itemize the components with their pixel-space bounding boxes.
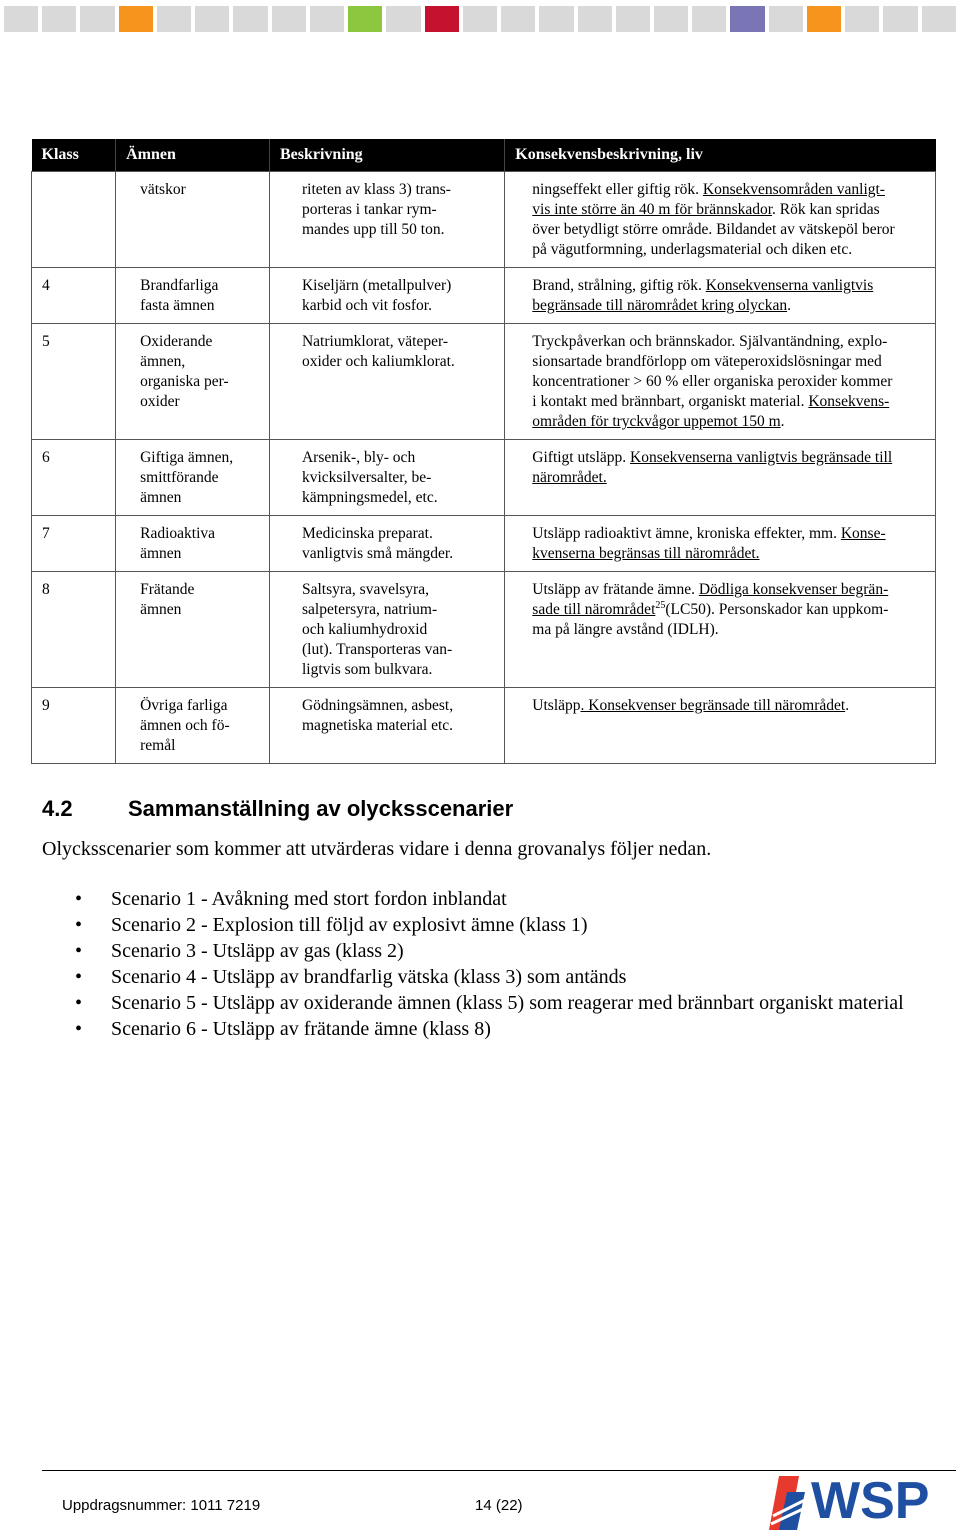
section-intro: Olycksscenarier som kommer att utvärderas vidare i denna grovanalys följer nedan. <box>42 838 712 860</box>
bullet-icon: • <box>75 914 83 936</box>
cell-line: Radioaktiva <box>140 525 216 542</box>
cell-line: mandes upp till 50 ton. <box>301 221 445 238</box>
cell-konsekvens <box>505 324 936 440</box>
text-segment: Tryckpåverkan och brännskador. Självantändning, explo- <box>532 333 888 350</box>
color-strip-square <box>922 6 956 32</box>
color-strip-square <box>348 6 382 32</box>
footnote-ref: 25 <box>655 599 666 611</box>
text-segment: Konse- <box>840 525 886 542</box>
text-segment: vis inte större än 40 m för brännskador <box>532 201 773 218</box>
text-segment: . Konsekvenser begränsade till närområdet <box>580 697 846 714</box>
scenario-text: Scenario 4 - Utsläpp av brandfarlig vätska (klass 3) som antänds <box>111 966 627 988</box>
cell-beskrivning <box>269 324 504 440</box>
cell-line: ligtvis som bulkvara. <box>301 661 433 678</box>
cell-konsekvens <box>505 268 936 324</box>
scenario-list <box>42 886 904 1042</box>
footer-page-number: 14 (22) <box>475 1497 523 1514</box>
cell-line: Arsenik-, bly- och <box>301 449 416 466</box>
cell-line: vanligtvis små mängder. <box>301 545 454 562</box>
cell-konsekvens <box>505 172 936 268</box>
cell-line: Oxiderande <box>140 333 213 350</box>
cell-amnen <box>116 324 270 440</box>
header-beskrivning: Beskrivning <box>269 139 504 172</box>
cell-line: kvicksilversalter, be- <box>301 469 432 486</box>
cell-line: kämpningsmedel, etc. <box>301 489 438 506</box>
header-amnen: Ämnen <box>116 139 270 172</box>
footer-assignment-number: Uppdragsnummer: 1011 7219 <box>62 1497 261 1514</box>
cell-line: Kiseljärn (metallpulver) <box>301 277 452 294</box>
cell-klass: 4 <box>32 268 116 324</box>
cell-line: Övriga farliga <box>140 697 228 714</box>
cell-line: magnetiska material etc. <box>301 717 454 734</box>
header-konsekvens: Konsekvensbeskrivning, liv <box>505 139 936 172</box>
color-strip-square <box>463 6 497 32</box>
bullet-icon: • <box>75 940 83 962</box>
cell-line: Medicinska preparat. <box>301 525 433 542</box>
scenario-item <box>42 912 904 938</box>
color-strip-square <box>807 6 841 32</box>
scenario-item <box>42 964 904 990</box>
substance-table <box>31 139 936 764</box>
text-segment: . <box>845 697 850 714</box>
text-segment: sade till närområdet <box>532 601 656 618</box>
cell-line: Natriumklorat, väteper- <box>301 333 449 350</box>
color-strip-square <box>42 6 76 32</box>
color-strip-square <box>769 6 803 32</box>
bullet-icon: • <box>75 1018 83 1040</box>
color-strip-square <box>272 6 306 32</box>
wsp-logo <box>765 1468 957 1532</box>
wsp-logo-mark-icon <box>769 1476 805 1530</box>
cell-line: oxider och kaliumklorat. <box>301 353 455 370</box>
color-strip-square <box>233 6 267 32</box>
scenario-text: Scenario 1 - Avåkning med stort fordon inblandat <box>111 888 507 910</box>
scenario-item <box>42 886 904 912</box>
color-strip-square <box>883 6 917 32</box>
scenario-item <box>42 938 904 964</box>
scenario-item <box>42 990 904 1016</box>
cell-line: Giftiga ämnen, <box>140 449 234 466</box>
color-strip <box>4 6 956 32</box>
table-row <box>32 324 936 440</box>
cell-line: Gödningsämnen, asbest, <box>301 697 454 714</box>
cell-konsekvens <box>505 440 936 516</box>
text-segment: Konsekvens- <box>808 393 890 410</box>
text-segment: . Rök kan spridas <box>772 201 880 218</box>
text-segment: sionsartade brandförlopp om väteperoxidslösningar med <box>532 353 882 370</box>
color-strip-square <box>157 6 191 32</box>
color-strip-square <box>539 6 573 32</box>
cell-klass: 7 <box>32 516 116 572</box>
cell-amnen <box>116 440 270 516</box>
color-strip-square <box>845 6 879 32</box>
cell-line: Brandfarliga <box>140 277 219 294</box>
color-strip-square <box>4 6 38 32</box>
cell-line: ämnen <box>140 545 182 562</box>
cell-amnen <box>116 688 270 764</box>
cell-klass: 5 <box>32 324 116 440</box>
scenario-text: Scenario 2 - Explosion till följd av explosivt ämne (klass 1) <box>111 914 588 936</box>
text-segment: närområdet. <box>532 469 607 486</box>
cell-beskrivning <box>269 688 504 764</box>
cell-line: ämnen och fö- <box>140 717 230 734</box>
scenario-text: Scenario 6 - Utsläpp av frätande ämne (klass 8) <box>111 1018 491 1040</box>
text-segment: över betydligt större område. Bildandet av vätskepöl beror <box>532 221 895 238</box>
cell-konsekvens <box>505 688 936 764</box>
table-row <box>32 688 936 764</box>
cell-line: fasta ämnen <box>140 297 215 314</box>
cell-line: organiska per- <box>140 373 229 390</box>
color-strip-square <box>425 6 459 32</box>
text-segment: Utsläpp <box>532 697 581 714</box>
cell-line: oxider <box>140 393 180 410</box>
text-segment: områden för tryckvågor uppemot 150 m <box>532 413 781 430</box>
cell-amnen <box>116 516 270 572</box>
text-segment: (LC50). Personskador kan uppkom- <box>665 601 889 618</box>
cell-klass <box>32 172 116 268</box>
color-strip-square <box>386 6 420 32</box>
bullet-icon: • <box>75 966 83 988</box>
table-header-row <box>32 139 936 172</box>
cell-line: karbid och vit fosfor. <box>301 297 432 314</box>
color-strip-square <box>692 6 726 32</box>
color-strip-square <box>195 6 229 32</box>
text-segment: ningseffekt eller giftig rök. <box>532 181 703 198</box>
scenario-text: Scenario 3 - Utsläpp av gas (klass 2) <box>111 940 404 962</box>
color-strip-square <box>501 6 535 32</box>
cell-beskrivning <box>269 572 504 688</box>
cell-beskrivning <box>269 268 504 324</box>
cell-line: ämnen, <box>140 353 186 370</box>
table-row <box>32 516 936 572</box>
color-strip-square <box>730 6 764 32</box>
color-strip-square <box>80 6 114 32</box>
cell-line: och kaliumhydroxid <box>301 621 428 638</box>
cell-amnen <box>116 268 270 324</box>
cell-line: ämnen <box>140 601 182 618</box>
section-title: Sammanställning av olycksscenarier <box>128 796 514 821</box>
header-klass: Klass <box>32 139 116 172</box>
color-strip-square <box>654 6 688 32</box>
color-strip-square <box>616 6 650 32</box>
cell-beskrivning <box>269 516 504 572</box>
text-segment: Utsläpp av frätande ämne. <box>532 581 699 598</box>
cell-line: (lut). Transporteras van- <box>301 641 453 658</box>
scenario-text: Scenario 5 - Utsläpp av oxiderande ämnen (klass 5) som reagerar med brännbart organiskt material <box>111 992 904 1014</box>
table-row <box>32 572 936 688</box>
text-segment: . <box>780 413 785 430</box>
cell-amnen <box>116 572 270 688</box>
wsp-logo-text: WSP <box>811 1472 930 1530</box>
text-segment: Konsekvenserna vanligtvis <box>705 277 874 294</box>
section-heading <box>42 796 513 822</box>
text-segment: koncentrationer > 60 % eller organiska peroxider kommer <box>532 373 893 390</box>
bullet-icon: • <box>75 992 83 1014</box>
cell-line: riteten av klass 3) trans- <box>301 181 451 198</box>
text-segment: Konsekvenserna vanligtvis begränsade till <box>630 449 893 466</box>
cell-beskrivning <box>269 440 504 516</box>
cell-amnen <box>116 172 270 268</box>
cell-konsekvens <box>505 516 936 572</box>
cell-line: smittförande <box>140 469 219 486</box>
bullet-icon: • <box>75 888 83 910</box>
scenario-item <box>42 1016 904 1042</box>
text-segment: Brand, strålning, giftig rök. <box>532 277 706 294</box>
cell-line: porteras i tankar rym- <box>301 201 437 218</box>
text-segment: kvenserna begränsas till närområdet. <box>532 545 760 562</box>
cell-klass: 9 <box>32 688 116 764</box>
cell-line: vätskor <box>140 181 186 198</box>
text-segment: . <box>787 297 791 314</box>
text-segment: begränsade till närområdet kring olyckan <box>532 297 788 314</box>
text-segment: Giftigt utsläpp. <box>532 449 631 466</box>
cell-klass: 8 <box>32 572 116 688</box>
table-row <box>32 172 936 268</box>
color-strip-square <box>310 6 344 32</box>
cell-line: Saltsyra, svavelsyra, <box>301 581 429 598</box>
text-segment: Konsekvensområden vanligt- <box>702 181 885 198</box>
color-strip-square <box>578 6 612 32</box>
cell-konsekvens <box>505 572 936 688</box>
cell-klass: 6 <box>32 440 116 516</box>
cell-line: salpetersyra, natrium- <box>301 601 438 618</box>
text-segment: i kontakt med brännbart, organiskt material. <box>532 393 809 410</box>
cell-line: ämnen <box>140 489 182 506</box>
cell-line: remål <box>140 737 176 754</box>
table-row <box>32 268 936 324</box>
text-segment: Utsläpp radioaktivt ämne, kroniska effekter, mm. <box>532 525 841 542</box>
section-number: 4.2 <box>42 796 73 821</box>
text-segment: ma på längre avstånd (IDLH). <box>532 621 719 638</box>
table-row <box>32 440 936 516</box>
cell-line: Frätande <box>140 581 195 598</box>
cell-beskrivning <box>269 172 504 268</box>
color-strip-square <box>119 6 153 32</box>
text-segment: Dödliga konsekvenser begrän- <box>698 581 889 598</box>
text-segment: på vägutformning, underlagsmaterial och diken etc. <box>532 241 853 258</box>
